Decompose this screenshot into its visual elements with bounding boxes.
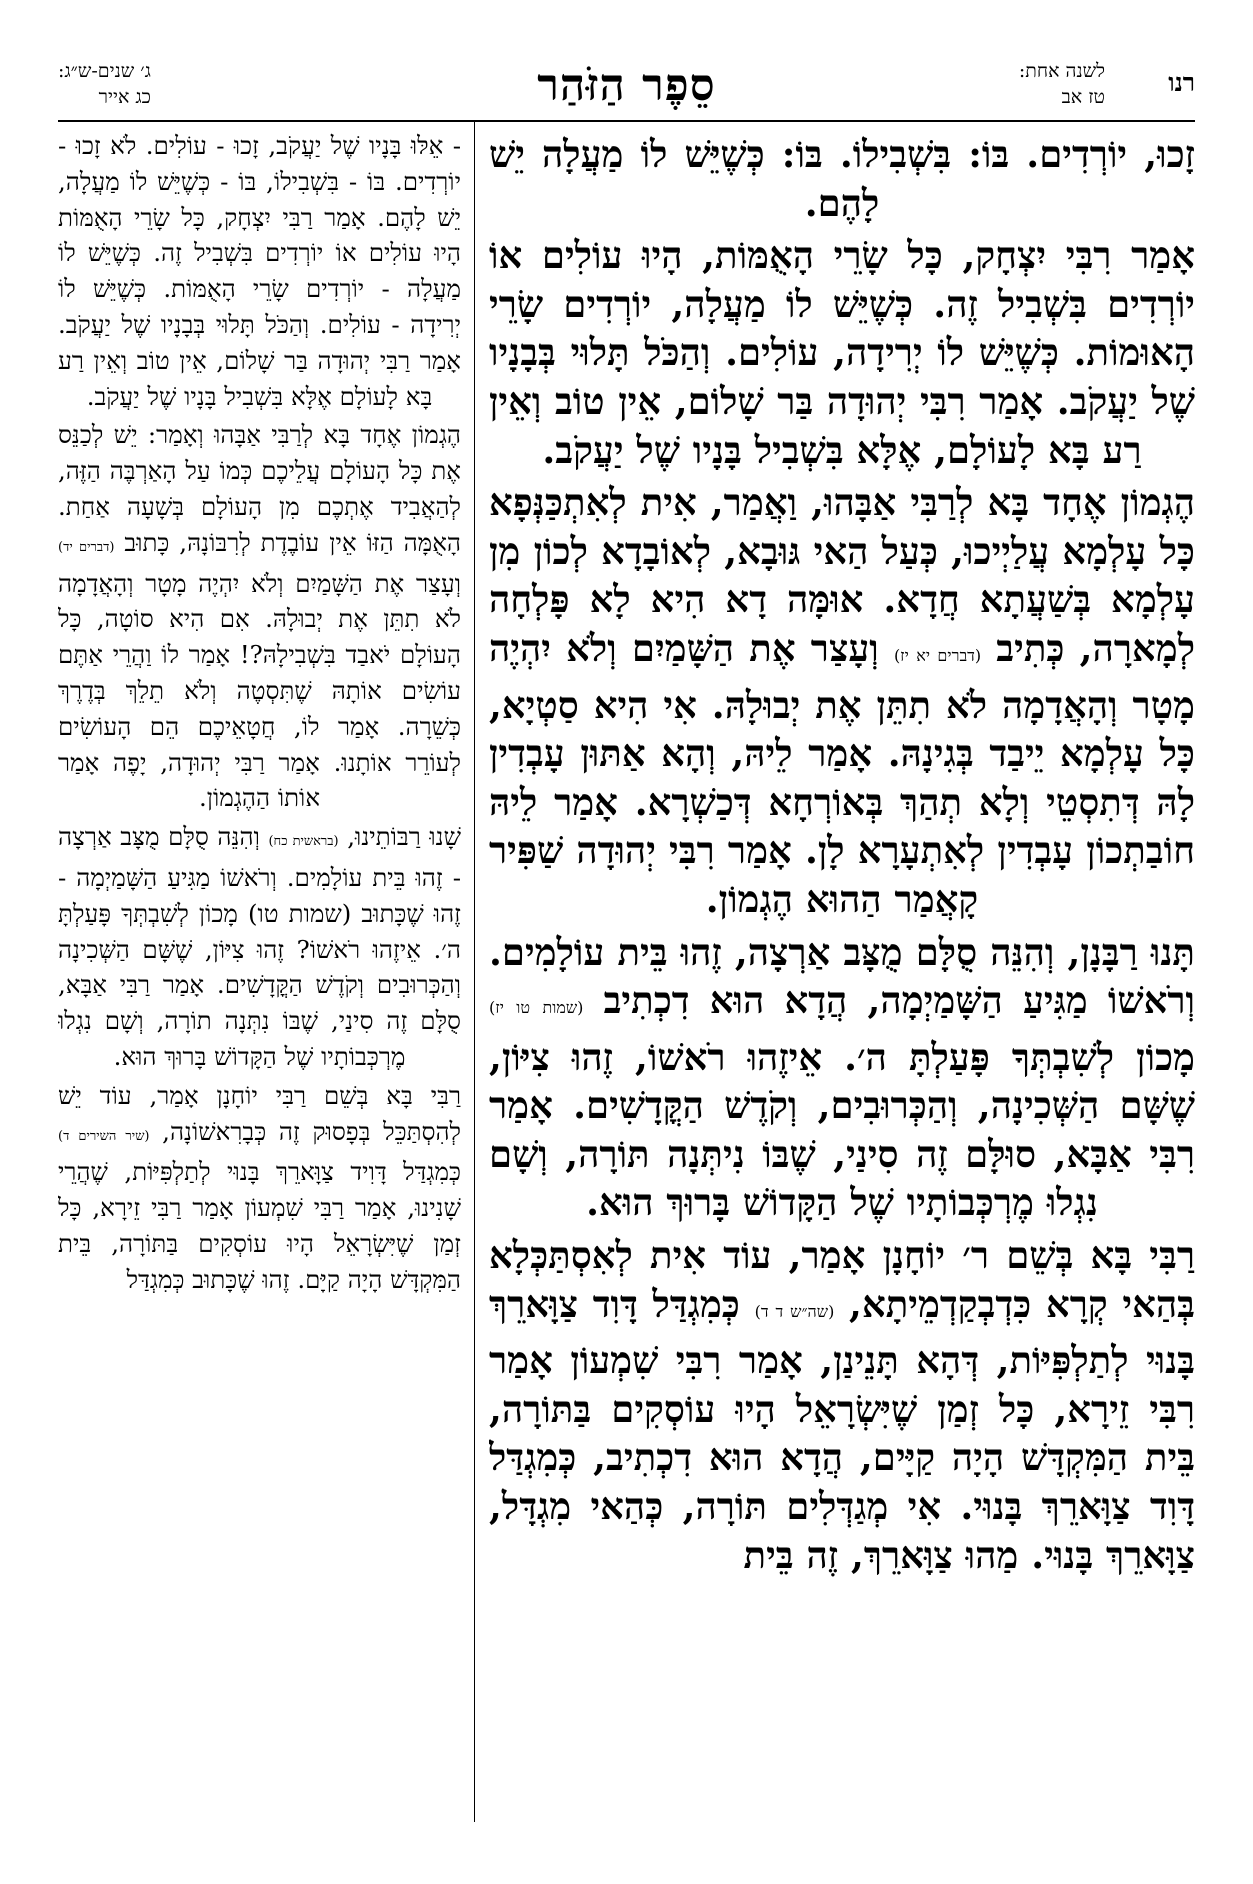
verse-reference: (דברים יד) bbox=[58, 539, 115, 555]
page-number: רנו bbox=[1168, 68, 1195, 97]
header-schedule-line: לשנה אחת: bbox=[1018, 60, 1105, 82]
translation-column bbox=[58, 128, 461, 1828]
paragraph-text: שָׁנוּ רַבּוֹתֵינוּ, bbox=[338, 822, 461, 852]
verse-reference: (שה״ש ד ד) bbox=[754, 1301, 835, 1321]
paragraph-text: כְּמִגְדַּל דָּוִיד צַוָּארֵךְ בָּנוּי לְתַלְפִּיּוֹת, שֶׁהֲרֵי שָׁנִינוּ, אָמַר רַבִּי שִׁמְעוֹן אָמַר רַבִּי זֵירָא, כָּל זְמַן שֶׁיִּשְׂרָאֵל הָיוּ עוֹסְקִים בַּתּוֹרָה, בֵּית הַמִּקְדָּשׁ הָיָה קַיָּם. זֶהוּ שֶׁכָּתוּב כְּמִגְדַּל bbox=[58, 1157, 461, 1294]
verse-reference: (בראשית כח) bbox=[268, 834, 339, 850]
verse-reference: (דברים יא יז) bbox=[893, 645, 982, 665]
paragraph-text: זָכוּ, יוֹרְדִים. בּוֹ: בִּשְׁבִילוֹ. בּוֹ: כְּשֶׁיֵּשׁ לוֹ מַעֲלָה יֵשׁ לָהֶם. bbox=[489, 132, 1195, 225]
paragraph-text: וְהִנֵּה סֻלָּם מֻצָּב אַרְצָה - זֶהוּ בֵּית עוֹלָמִים. וְרֹאשׁוֹ מַגִּיעַ הַשָּׁמַיְמָה - זֶהוּ שֶׁכָּתוּב (שמות טו) מָכוֹן לְשִׁבְתְּךָ פָּעַלְתָּ ה׳. אֵיזֶהוּ רֹאשׁוֹ? זֶהוּ צִיּוֹן, שֶׁשָּׁם הַשְּׁכִינָה וְהַכְּרוּבִים וְקֹדֶשׁ הַקֳּדָשִׁים. אָמַר רַבִּי אַבָּא, סֻלָּם זֶה סִינַי, שֶׁבּוֹ נִתְּנָה תוֹרָה, וְשָׁם נִגְלוּ מֶרְכְּבוֹתָיו שֶׁל הַקָּדוֹשׁ בָּרוּךְ הוּא. bbox=[58, 822, 461, 1071]
paragraph-text: אָמַר רִבִּי יִצְחָק, כָּל שָׂרֵי הָאֻמּוֹת, הָיוּ עוֹלִים אוֹ יוֹרְדִים בִּשְׁבִיל זֶה. כְּשֶׁיֵּשׁ לוֹ מַעֲלָה, יוֹרְדִים שָׂרֵי הָאוּמוֹת. כְּשֶׁיֵּשׁ לוֹ יְרִידָה, עוֹלִים. וְהַכֹּל תָּלוּי בְּבָנָיו שֶׁל יַעֲקֹב. אָמַר רִבִּי יְהוּדָה בַּר שָׁלוֹם, אֵין טוֹב וְאֵין רַע בָּא לָעוֹלָם, אֶלָּא בִּשְׁבִיל בָּנָיו שֶׁל יַעֲקֹב. bbox=[489, 233, 1195, 472]
translation-paragraph bbox=[58, 417, 461, 816]
column-divider bbox=[474, 122, 475, 1822]
header-cycle-schedule bbox=[58, 58, 151, 110]
translation-paragraph bbox=[58, 128, 461, 414]
paragraph-text: הֶגְמוֹן אֶחָד בָּא לְרַבִּי אַבָּהוּ וְאָמַר: יֵשׁ לְכַנֵּס אֶת כָּל הָעוֹלָם עֲלֵיכֶם כְּמוֹ עַל הָאַרְבֶּה הַזֶּה, לְהַאֲבִיד אֶתְכֶם מִן הָעוֹלָם בְּשָׁעָה אַחַת. הָאֻמָּה הַזּוֹ אֵין עוֹבֶדֶת לְרִבּוֹנָהּ, כָּתוּב bbox=[58, 420, 461, 557]
paragraph-text: - אֵלּוּ בָּנָיו שֶׁל יַעֲקֹב, זָכוּ - עוֹלִים. לֹא זָכוּ - יוֹרְדִים. בּוֹ - בִּשְׁבִילוֹ, בּוֹ - כְּשֶׁיֵּשׁ לוֹ מַעֲלָה, יֵשׁ לָהֶם. אָמַר רַבִּי יִצְחָק, כָּל שָׂרֵי הָאֻמּוֹת הָיוּ עוֹלִים אוֹ יוֹרְדִים בִּשְׁבִיל זֶה. כְּשֶׁיֵּשׁ לוֹ מַעֲלָה - יוֹרְדִים שָׂרֵי הָאֻמּוֹת. כְּשֶׁיֵּשׁ לוֹ יְרִידָה - עוֹלִים. וְהַכֹּל תָּלוּי בְּבָנָיו שֶׁל יַעֲקֹב. אָמַר רַבִּי יְהוּדָה בַּר שָׁלוֹם, אֵין טוֹב וְאֵין רַע בָּא לָעוֹלָם אֶלָּא בִּשְׁבִיל בָּנָיו שֶׁל יַעֲקֹב. bbox=[58, 131, 461, 411]
main-text-column bbox=[489, 130, 1195, 1830]
translation-paragraph bbox=[58, 819, 461, 1075]
main-paragraph bbox=[489, 928, 1195, 1228]
main-paragraph bbox=[489, 478, 1195, 923]
header-schedule-date: טז אב bbox=[1061, 86, 1105, 108]
header-cycle-date: כג אייר bbox=[98, 86, 151, 108]
paragraph-text: כְּמִגְדַּל דָּוִד צַוָּארֵךְ בָּנוּי לְתַלְפִּיּוֹת, דְּהָא תָּנֵינַן, אָמַר רִבִּי שִׁמְעוֹן אָמַר רִבִּי זֵירָא, כָּל זְמַן שֶׁיִּשְׂרָאֵל הָיוּ עוֹסְקִים בַּתּוֹרָה, בֵּית הַמִּקְדָּשׁ הָיָה קַיָּים, הֲדָא הוּא דִכְתִיב, כְּמִגְדַּל דָּוִד צַוָּארֵךְ בָּנוּי. אִי מְגַדְּלִים תּוֹרָה, כְּהַאי מִגְדָּל, צַוָּארֵךְ בָּנוּי. מַהוּ צַוָּארֵךְ, זֶה בֵּית bbox=[489, 1281, 1195, 1577]
verse-reference: (שמות טו יז) bbox=[489, 998, 584, 1018]
verse-reference: (שיר השירים ד) bbox=[58, 1128, 150, 1144]
header-cycle-line: ג׳ שנים-ש״ג: bbox=[58, 60, 151, 82]
paragraph-text: תָּנוּ רַבָּנָן, וְהִנֵּה סֻלָּם מֻצָּב אַרְצָה, זֶהוּ בֵּית עוֹלָמִים. וְרֹאשׁוֹ מַגִּיעַ הַשָּׁמַיְמָה, הֲדָא הוּא דִכְתִיב bbox=[489, 929, 1195, 1023]
paragraph-text: מָכוֹן לְשִׁבְתְּךָ פָּעַלְתָּ ה׳. אֵיזֶהוּ רֹאשׁוֹ, זֶהוּ צִיּוֹן, שֶׁשָּׁם הַשְּׁכִינָה, וְהַכְּרוּבִים, וְקֹדֶשׁ הַקֳּדָשִׁים. אָמַר רִבִּי אַבָּא, סוּלָּם זֶה סִינַי, שֶׁבּוֹ נִיתְּנָה תּוֹרָה, וְשָׁם נִגְלוּ מֶרְכְּבוֹתָיו שֶׁל הַקָּדוֹשׁ בָּרוּךְ הוּא. bbox=[489, 1034, 1195, 1225]
paragraph-text: רַבִּי בָּא בְּשֵׁם רַבִּי יוֹחָנָן אָמַר, עוֹד יֵשׁ לְהִסְתַּכֵּל בְּפָסוּק זֶה כְּבָרִאשׁוֹנָה, bbox=[58, 1080, 461, 1146]
paragraph-text: וְעָצַר אֶת הַשָּׁמַיִם וְלֹא יִהְיֶה מָטָר וְהָאֲדָמָה לֹא תִתֵּן אֶת יְבוּלָהּ. אִי הִיא סַטְיָא, כָּל עָלְמָא יֵיבַד בְּגִינָהּ. אָמַר לֵיהּ, וְהָא אַתּוּן עָבְדִין לָהּ דְּתִסְטֵי וְלָא תְהַךְ בְּאוֹרְחָא דְּכַשְׁרָא. אָמַר לֵיהּ חוֹבַתְכוֹן עָבְדִין לְאִתְעָרָא לָן. אָמַר רִבִּי יְהוּדָה שַׁפִּיר קָאֲמַר הַהוּא הֶגְמוֹן. bbox=[489, 625, 1195, 921]
translation-paragraph bbox=[58, 1078, 461, 1298]
main-paragraph bbox=[489, 1231, 1195, 1579]
paragraph-text: הֶגְמוֹן אֶחָד בָּא לְרַבִּי אַבָּהוּ, וַאֲמַר, אִית לְאִתְכַּנְּפָא כָּל עָלְמָא עֲלַיְיכוּ, כְּעַל הַאי גּוּבָא, לְאוֹבָדָא לְכוֹן מִן עָלְמָא בְּשַׁעֲתָא חֲדָא. אוּמָּה דָא הִיא לָא פָּלְחָה לְמָארָה, כְּתִיב bbox=[489, 480, 1195, 670]
header-rule bbox=[58, 120, 1195, 122]
page-header bbox=[58, 58, 1195, 122]
paragraph-text: וְעָצַר אֶת הַשָּׁמַיִם וְלֹא יִהְיֶה מָטָר וְהָאֲדָמָה לֹא תִתֵּן אֶת יְבוּלָהּ. אִם הִיא סוֹטָה, כָּל הָעוֹלָם יֹאבַד בִּשְׁבִילָהּ?! אָמַר לוֹ וַהֲרֵי אַתֶּם עוֹשִׂים אוֹתָהּ שֶׁתִּסְטֶה וְלֹא תֵלֵךְ בְּדֶרֶךְ כְּשֵׁרָה. אָמַר לוֹ, חֲטָאֵיכֶם הֵם הָעוֹשִׂים לְעוֹרֵר אוֹתָנוּ. אָמַר רַבִּי יְהוּדָה, יָפֶה אָמַר אוֹתוֹ הַהֶגְמוֹן. bbox=[58, 568, 461, 813]
main-paragraph bbox=[489, 130, 1195, 227]
paragraph-text: רַבִּי בָּא בְּשֵׁם ר׳ יוֹחָנָן אָמַר, עוֹד אִית לְאִסְתַּכְּלָא בְּהַאי קְרָא כִּדְבְקַדְמֵיתָא, bbox=[489, 1233, 1195, 1326]
main-paragraph bbox=[489, 231, 1195, 474]
book-title: סֵפֶר הַזֹּהַר bbox=[537, 60, 716, 111]
